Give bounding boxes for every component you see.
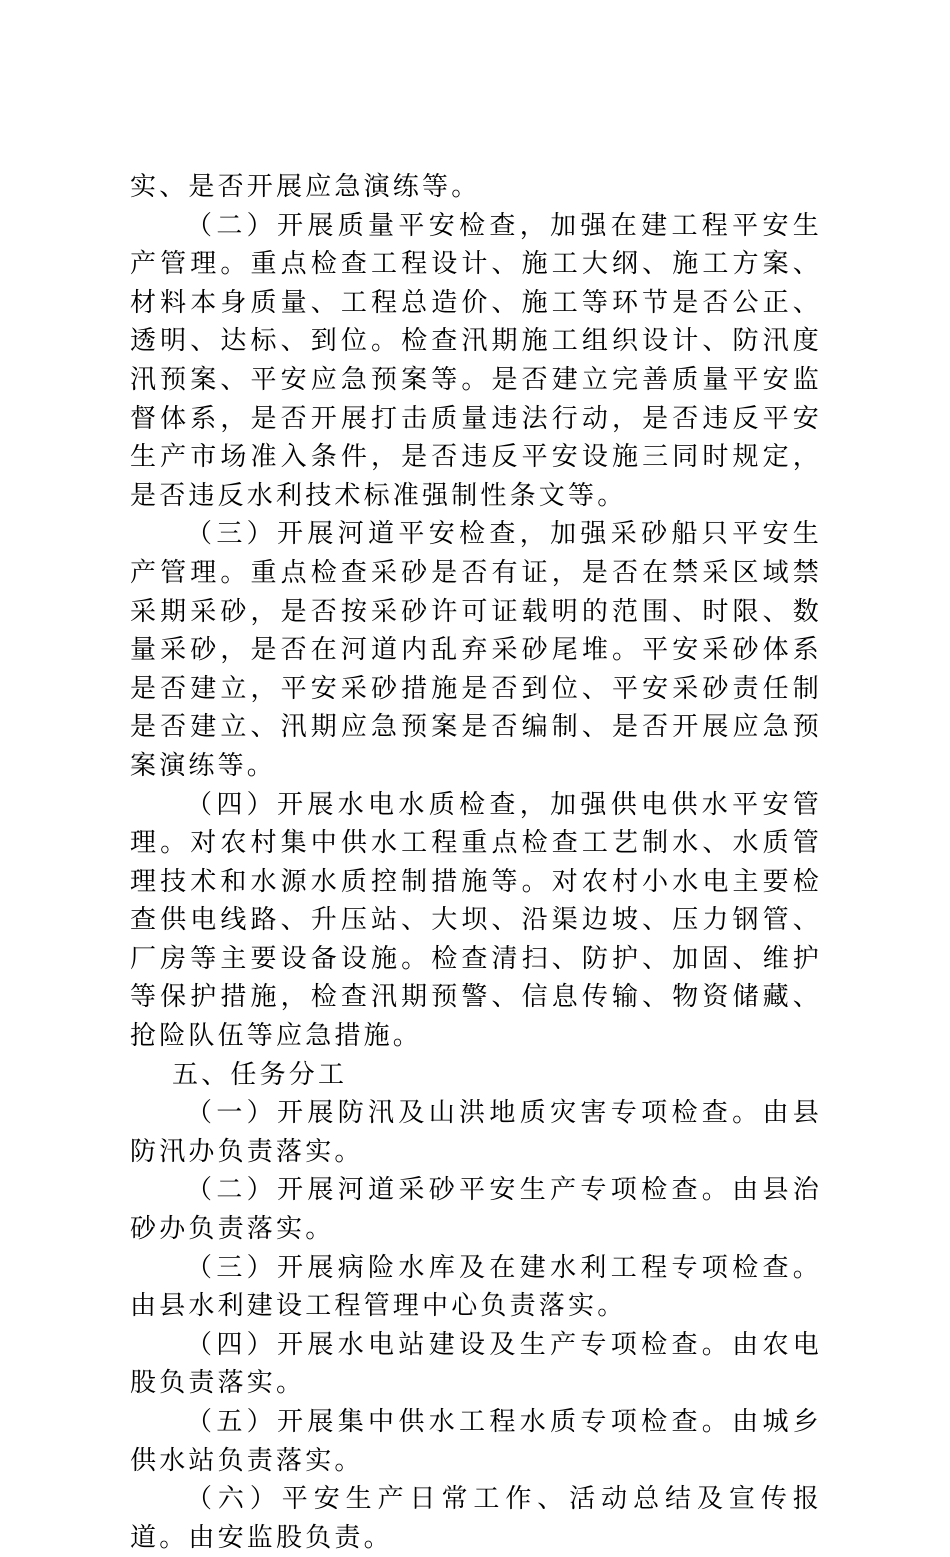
task-item-water-supply-check: （五）开展集中供水工程水质专项检查。由城乡供水站负责落实。 [130,1407,822,1476]
task-item-flood-check: （一）开展防汛及山洪地质灾害专项检查。由县防汛办负责落实。 [130,1098,822,1167]
section-heading-task-division: 五、任务分工 [172,1059,348,1090]
task-item-hydropower-check: （四）开展水电站建设及生产专项检查。由农电股负责落实。 [130,1329,822,1399]
task-item-reservoir-check: （三）开展病险水库及在建水利工程专项检查。由县水利建设工程管理中心负责落实。 [130,1252,822,1322]
paragraph-hydropower-water-check: （四）开展水电水质检查，加强供电供水平安管理。对农村集中供水工程重点检查工艺制水、水质管理技术和水源水质控制措施等。对农村小水电主要检查供电线路、升压站、大坝、沿渠边坡、压力钢管、厂房等主要设备设施。检查清扫、防护、加固、维护等保护措施，检查汛期预警、信息传输、物资储藏、抢险队伍等应急措施。 [130,789,822,1052]
task-item-daily-work: （六）平安生产日常工作、活动总结及宣传报道。由安监股负责。 [130,1484,822,1553]
document-page [130,168,822,1557]
paragraph-continuation: 实、是否开展应急演练等。 [130,172,481,202]
paragraph-quality-safety-check: （二）开展质量平安检查，加强在建工程平安生产管理。重点检查工程设计、施工大纲、施工方案、材料本身质量、工程总造价、施工等环节是否公正、透明、达标、到位。检查汛期施工组织设计、防汛度汛预案、平安应急预案等。是否建立完善质量平安监督体系，是否开展打击质量违法行动，是否违反平安生产市场准入条件，是否违反平安设施三同时规定，是否违反水利技术标准强制性条文等。 [130,210,822,511]
paragraph-river-safety-check: （三）开展河道平安检查，加强采砂船只平安生产管理。重点检查采砂是否有证，是否在禁采区域禁采期采砂，是否按采砂许可证载明的范围、时限、数量采砂，是否在河道内乱弃采砂尾堆。平安采砂体系是否建立，平安采砂措施是否到位、平安采砂责任制是否建立、汛期应急预案是否编制、是否开展应急预案演练等。 [130,519,822,781]
task-item-sand-mining-check: （二）开展河道采砂平安生产专项检查。由县治砂办负责落实。 [130,1175,822,1245]
